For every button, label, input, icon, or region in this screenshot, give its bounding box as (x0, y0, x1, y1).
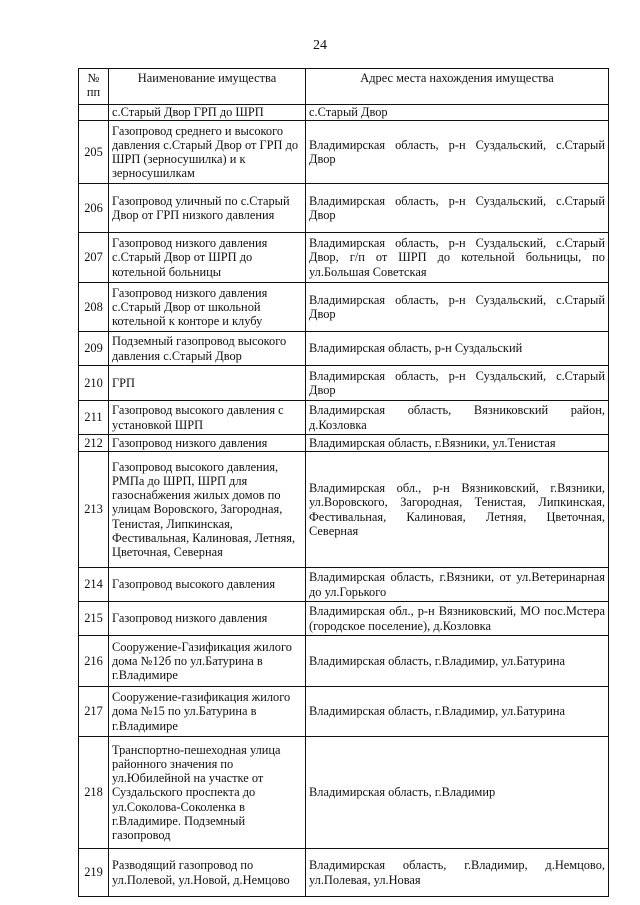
row-number (79, 105, 109, 121)
table-row (79, 435, 609, 452)
row-number: 207 (79, 233, 109, 283)
property-name: ГРП (109, 366, 306, 401)
page-number: 24 (313, 38, 327, 53)
property-name: Газопровод высокого давления с установкой ШРП (109, 401, 306, 435)
row-number: 212 (79, 435, 109, 452)
property-address: Владимирская область, г.Вязники, от ул.Ветеринарная до ул.Горького (306, 568, 609, 602)
row-number: 213 (79, 452, 109, 568)
table-row (79, 184, 609, 233)
property-name: Газопровод высокого давления (109, 568, 306, 602)
property-address: Владимирская область, г.Владимир (306, 737, 609, 849)
property-table (78, 68, 609, 897)
table-row (79, 737, 609, 849)
property-address: Владимирская область, р-н Суздальский, с.Старый Двор, г/п от ШРП до котельной больницы, по ул.Большая Советская (306, 233, 609, 283)
property-address: Владимирская обл., р-н Вязниковский, г.Вязники, ул.Воровского, Загородная, Тенистая, Липкинская, Фестивальная, Калиновая, Летняя, Цветочная, Северная (306, 452, 609, 568)
row-number: 219 (79, 849, 109, 897)
table-row (79, 687, 609, 737)
header-address: Адрес места нахождения имущества (306, 69, 609, 105)
table-row (79, 636, 609, 687)
property-address: Владимирская область, р-н Суздальский, с.Старый Двор (306, 366, 609, 401)
property-name: Разводящий газопровод по ул.Полевой, ул.Новой, д.Немцово (109, 849, 306, 897)
property-name: Газопровод уличный по с.Старый Двор от ГРП низкого давления (109, 184, 306, 233)
table-row (79, 105, 609, 121)
property-name: Сооружение-Газификация жилого дома №12б по ул.Батурина в г.Владимире (109, 636, 306, 687)
property-address: Владимирская область, г.Владимир, д.Немцово, ул.Полевая, ул.Новая (306, 849, 609, 897)
row-number: 208 (79, 283, 109, 332)
row-number: 217 (79, 687, 109, 737)
table-row (79, 366, 609, 401)
property-name: Подземный газопровод высокого давления с.Старый Двор (109, 332, 306, 366)
property-address: Владимирская область, г.Вязники, ул.Тенистая (306, 435, 609, 452)
property-address: с.Старый Двор (306, 105, 609, 121)
header-number: № пп (79, 69, 109, 105)
property-name: Газопровод низкого давления с.Старый Двор от ШРП до котельной больницы (109, 233, 306, 283)
table-row (79, 849, 609, 897)
row-number: 209 (79, 332, 109, 366)
property-address: Владимирская область, Вязниковский район, д.Козловка (306, 401, 609, 435)
row-number: 206 (79, 184, 109, 233)
property-name: Газопровод низкого давления (109, 435, 306, 452)
row-number: 218 (79, 737, 109, 849)
table-row (79, 568, 609, 602)
property-address: Владимирская область, р-н Суздальский, с.Старый Двор (306, 283, 609, 332)
table-row (79, 452, 609, 568)
property-name: Газопровод среднего и высокого давления с.Старый Двор от ГРП до ШРП (зерносушилка) и к зерносушилкам (109, 121, 306, 184)
table-row (79, 401, 609, 435)
property-address: Владимирская область, г.Владимир, ул.Батурина (306, 687, 609, 737)
table-row (79, 283, 609, 332)
property-address: Владимирская область, г.Владимир, ул.Батурина (306, 636, 609, 687)
property-address: Владимирская область, р-н Суздальский (306, 332, 609, 366)
table-row (79, 233, 609, 283)
property-name: с.Старый Двор ГРП до ШРП (109, 105, 306, 121)
property-address: Владимирская область, р-н Суздальский, с.Старый Двор (306, 184, 609, 233)
property-name: Газопровод низкого давления с.Старый Двор от школьной котельной к конторе и клубу (109, 283, 306, 332)
table-row (79, 332, 609, 366)
property-name: Газопровод высокого давления, РМПа до ШРП, ШРП для газоснабжения жилых домов по улицам Воровского, Загородная, Тенистая, Липкинская, Фестивальная, Калиновая, Летняя, Цветочная, Северная (109, 452, 306, 568)
property-name: Сооружение-газификация жилого дома №15 по ул.Батурина в г.Владимире (109, 687, 306, 737)
property-name: Газопровод низкого давления (109, 602, 306, 636)
row-number: 211 (79, 401, 109, 435)
table-row (79, 602, 609, 636)
property-address: Владимирская область, р-н Суздальский, с.Старый Двор (306, 121, 609, 184)
row-number: 210 (79, 366, 109, 401)
property-name: Транспортно-пешеходная улица районного значения по ул.Юбилейной на участке от Суздальского проспекта до ул.Соколова-Соколенка в г.Владимире. Подземный газопровод (109, 737, 306, 849)
table-row (79, 121, 609, 184)
property-address: Владимирская обл., р-н Вязниковский, МО пос.Мстера (городское поселение), д.Козловка (306, 602, 609, 636)
row-number: 214 (79, 568, 109, 602)
row-number: 215 (79, 602, 109, 636)
header-property-name: Наименование имущества (109, 69, 306, 105)
table-header-row (79, 69, 609, 105)
row-number: 205 (79, 121, 109, 184)
row-number: 216 (79, 636, 109, 687)
